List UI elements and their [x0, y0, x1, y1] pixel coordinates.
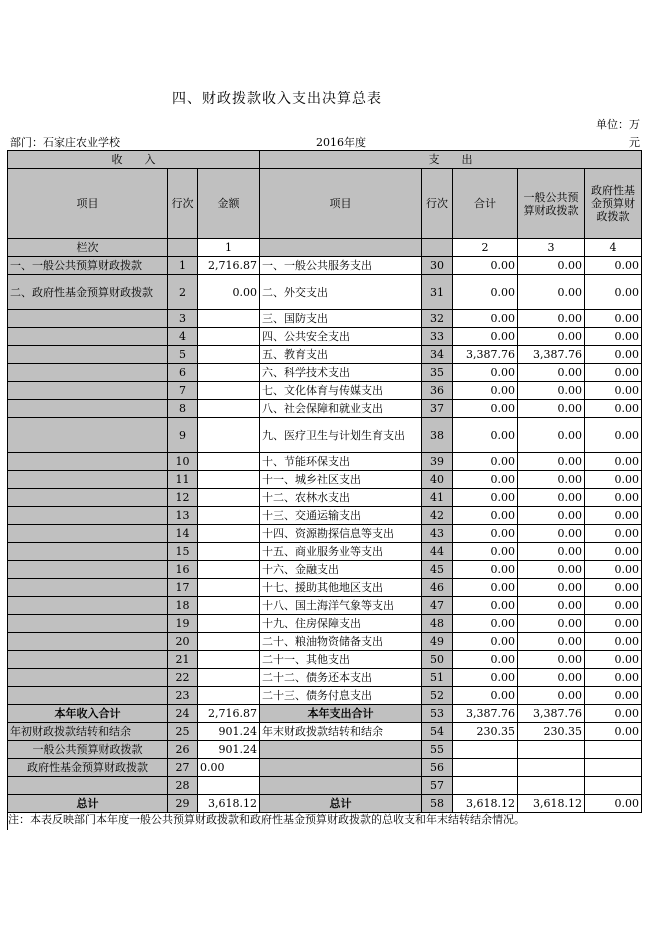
table-row — [8, 489, 642, 507]
expense-row-no: 32 — [422, 310, 453, 328]
col-header-gov-fund: 政府性基金预算财政拨款 — [585, 169, 642, 239]
blank-row-no: 28 — [168, 777, 198, 795]
expense-item: 七、文化体育与传媒支出 — [260, 382, 422, 400]
expense-row-no: 46 — [422, 579, 453, 597]
grand-total-no: 29 — [168, 795, 198, 813]
begin-balance-no: 25 — [168, 723, 198, 741]
expense-group-header: 支 出 — [260, 151, 642, 169]
expense-item: 十四、资源勘探信息等支出 — [260, 525, 422, 543]
expense-gov-fund: 0.00 — [585, 453, 642, 471]
income-amount — [198, 346, 260, 364]
income-amount — [198, 400, 260, 418]
finance-table — [7, 150, 642, 813]
column-header-row — [8, 169, 642, 239]
grand-total-gov: 0.00 — [585, 795, 642, 813]
general-budget-exp-no: 55 — [422, 741, 453, 759]
expense-gov-fund: 0.00 — [585, 346, 642, 364]
expense-item: 三、国防支出 — [260, 310, 422, 328]
unit-suffix: 元 — [629, 136, 640, 149]
income-item — [8, 579, 168, 597]
expense-total: 0.00 — [453, 543, 518, 561]
table-row — [8, 382, 642, 400]
expense-gov-fund: 0.00 — [585, 364, 642, 382]
expense-general: 0.00 — [518, 310, 585, 328]
income-item — [8, 400, 168, 418]
expense-general: 0.00 — [518, 651, 585, 669]
expense-item: 二十一、其他支出 — [260, 651, 422, 669]
table-row — [8, 364, 642, 382]
income-amount — [198, 669, 260, 687]
expense-total: 0.00 — [453, 310, 518, 328]
expense-general: 0.00 — [518, 633, 585, 651]
gov-fund-no: 27 — [168, 759, 198, 777]
income-item — [8, 382, 168, 400]
expense-item: 十一、城乡社区支出 — [260, 471, 422, 489]
expense-gov-fund: 0.00 — [585, 400, 642, 418]
expense-total: 0.00 — [453, 382, 518, 400]
income-amount — [198, 561, 260, 579]
income-item — [8, 328, 168, 346]
begin-balance-label: 年初财政拨款结转和结余 — [8, 723, 168, 741]
end-balance-label: 年末财政拨款结转和结余 — [260, 723, 422, 741]
income-row-no: 22 — [168, 669, 198, 687]
expense-gov-fund: 0.00 — [585, 597, 642, 615]
expense-general: 0.00 — [518, 453, 585, 471]
col-header-general: 一般公共预算财政拨款 — [518, 169, 585, 239]
table-row — [8, 418, 642, 453]
income-item — [8, 651, 168, 669]
income-total-no: 24 — [168, 705, 198, 723]
income-amount — [198, 597, 260, 615]
end-balance-gov: 0.00 — [585, 723, 642, 741]
income-amount — [198, 543, 260, 561]
income-group-header: 收 入 — [8, 151, 260, 169]
expense-total-label: 本年支出合计 — [260, 705, 422, 723]
expense-gov-fund: 0.00 — [585, 561, 642, 579]
expense-general: 0.00 — [518, 382, 585, 400]
income-row-no: 19 — [168, 615, 198, 633]
col-index-3: 3 — [518, 239, 585, 257]
income-amount: 0.00 — [198, 275, 260, 310]
income-row-no: 14 — [168, 525, 198, 543]
expense-item: 十三、交通运输支出 — [260, 507, 422, 525]
expense-gov-fund: 0.00 — [585, 687, 642, 705]
expense-total: 0.00 — [453, 579, 518, 597]
expense-gov-fund: 0.00 — [585, 615, 642, 633]
expense-total: 0.00 — [453, 561, 518, 579]
table-row — [8, 579, 642, 597]
table-row — [8, 561, 642, 579]
table-row — [8, 597, 642, 615]
grand-total-amount: 3,618.12 — [198, 795, 260, 813]
expense-total: 0.00 — [453, 507, 518, 525]
expense-total: 0.00 — [453, 400, 518, 418]
expense-total: 0.00 — [453, 328, 518, 346]
expense-gov-fund: 0.00 — [585, 275, 642, 310]
income-row-no: 17 — [168, 579, 198, 597]
expense-total: 0.00 — [453, 651, 518, 669]
expense-total: 0.00 — [453, 257, 518, 275]
expense-row-no: 51 — [422, 669, 453, 687]
expense-gov-fund: 0.00 — [585, 418, 642, 453]
table-row — [8, 400, 642, 418]
expense-row-no: 48 — [422, 615, 453, 633]
general-budget-no: 26 — [168, 741, 198, 759]
income-amount — [198, 471, 260, 489]
summary-row — [8, 741, 642, 759]
expense-gov-fund: 0.00 — [585, 633, 642, 651]
col-index-row — [8, 239, 642, 257]
income-row-no: 7 — [168, 382, 198, 400]
expense-total: 0.00 — [453, 471, 518, 489]
expense-item: 八、社会保障和就业支出 — [260, 400, 422, 418]
expense-total: 0.00 — [453, 275, 518, 310]
income-total-label: 本年收入合计 — [8, 705, 168, 723]
grand-total-exp-label: 总计 — [260, 795, 422, 813]
expense-row-no: 42 — [422, 507, 453, 525]
expense-total: 0.00 — [453, 489, 518, 507]
expense-item: 十九、住房保障支出 — [260, 615, 422, 633]
grand-total-general: 3,618.12 — [518, 795, 585, 813]
expense-row-no: 35 — [422, 364, 453, 382]
income-item — [8, 687, 168, 705]
income-amount — [198, 687, 260, 705]
table-row — [8, 525, 642, 543]
income-row-no: 1 — [168, 257, 198, 275]
expense-general: 0.00 — [518, 418, 585, 453]
expense-gov-fund: 0.00 — [585, 543, 642, 561]
expense-general: 0.00 — [518, 543, 585, 561]
income-item — [8, 489, 168, 507]
expense-total: 0.00 — [453, 615, 518, 633]
income-amount — [198, 525, 260, 543]
income-item — [8, 615, 168, 633]
income-item — [8, 669, 168, 687]
summary-row — [8, 795, 642, 813]
income-row-no: 6 — [168, 364, 198, 382]
expense-gov-fund: 0.00 — [585, 651, 642, 669]
table-row — [8, 615, 642, 633]
expense-general: 3,387.76 — [518, 346, 585, 364]
expense-general: 0.00 — [518, 687, 585, 705]
expense-gov-fund: 0.00 — [585, 471, 642, 489]
expense-gov-sum: 0.00 — [585, 705, 642, 723]
gov-fund-label: 政府性基金预算财政拨款 — [8, 759, 168, 777]
summary-row — [8, 705, 642, 723]
footnote: 注：本表反映部门本年度一般公共预算财政拨款和政府性基金预算财政拨款的总收支和年末结转结余情况。 — [8, 813, 525, 826]
table-row — [8, 543, 642, 561]
income-amount — [198, 633, 260, 651]
expense-item: 二十、粮油物资储备支出 — [260, 633, 422, 651]
col-header-exp-row-no: 行次 — [422, 169, 453, 239]
income-row-no: 2 — [168, 275, 198, 310]
income-amount — [198, 489, 260, 507]
income-amount — [198, 382, 260, 400]
expense-item: 四、公共安全支出 — [260, 328, 422, 346]
income-row-no: 23 — [168, 687, 198, 705]
income-amount — [198, 615, 260, 633]
expense-item: 十、节能环保支出 — [260, 453, 422, 471]
expense-general: 0.00 — [518, 489, 585, 507]
expense-general: 0.00 — [518, 257, 585, 275]
income-amount — [198, 579, 260, 597]
income-row-no: 8 — [168, 400, 198, 418]
expense-item: 二十三、债务付息支出 — [260, 687, 422, 705]
table-row — [8, 651, 642, 669]
expense-gov-fund: 0.00 — [585, 507, 642, 525]
expense-row-no: 49 — [422, 633, 453, 651]
expense-gov-fund: 0.00 — [585, 489, 642, 507]
expense-row-no: 39 — [422, 453, 453, 471]
expense-total: 0.00 — [453, 597, 518, 615]
expense-general: 0.00 — [518, 579, 585, 597]
table-row — [8, 328, 642, 346]
col-index-label: 栏次 — [8, 239, 168, 257]
expense-row-no: 43 — [422, 525, 453, 543]
expense-gov-fund: 0.00 — [585, 669, 642, 687]
expense-total: 0.00 — [453, 453, 518, 471]
expense-row-no: 41 — [422, 489, 453, 507]
unit-label: 单位：万 — [596, 118, 640, 131]
col-header-amount: 金额 — [198, 169, 260, 239]
end-balance-total: 230.35 — [453, 723, 518, 741]
summary-row — [8, 759, 642, 777]
table-row — [8, 507, 642, 525]
expense-general: 0.00 — [518, 471, 585, 489]
expense-row-no: 50 — [422, 651, 453, 669]
income-item — [8, 633, 168, 651]
expense-item: 二、外交支出 — [260, 275, 422, 310]
income-row-no: 13 — [168, 507, 198, 525]
col-index-4: 4 — [585, 239, 642, 257]
table-row — [8, 310, 642, 328]
end-balance-general: 230.35 — [518, 723, 585, 741]
table-row — [8, 346, 642, 364]
general-budget-amount: 901.24 — [198, 741, 260, 759]
grand-total-exp-no: 58 — [422, 795, 453, 813]
expense-total: 0.00 — [453, 418, 518, 453]
expense-general: 0.00 — [518, 275, 585, 310]
income-item — [8, 471, 168, 489]
expense-gov-fund: 0.00 — [585, 310, 642, 328]
col-header-exp-item: 项目 — [260, 169, 422, 239]
expense-row-no: 44 — [422, 543, 453, 561]
col-header-item: 项目 — [8, 169, 168, 239]
expense-row-no: 31 — [422, 275, 453, 310]
income-row-no: 18 — [168, 597, 198, 615]
department-label: 部门：石家庄农业学校 — [10, 136, 120, 149]
expense-general: 0.00 — [518, 400, 585, 418]
income-amount — [198, 364, 260, 382]
income-row-no: 20 — [168, 633, 198, 651]
expense-gov-fund: 0.00 — [585, 328, 642, 346]
table-row — [8, 687, 642, 705]
expense-row-no: 52 — [422, 687, 453, 705]
income-row-no: 4 — [168, 328, 198, 346]
income-row-no: 3 — [168, 310, 198, 328]
income-total-amount: 2,716.87 — [198, 705, 260, 723]
expense-row-no: 37 — [422, 400, 453, 418]
expense-gov-fund: 0.00 — [585, 525, 642, 543]
table-row — [8, 669, 642, 687]
expense-general: 0.00 — [518, 615, 585, 633]
income-item — [8, 310, 168, 328]
end-balance-no: 54 — [422, 723, 453, 741]
col-index-1: 1 — [198, 239, 260, 257]
table-row — [8, 633, 642, 651]
expense-item: 十五、商业服务业等支出 — [260, 543, 422, 561]
expense-row-no: 47 — [422, 597, 453, 615]
col-index-2: 2 — [453, 239, 518, 257]
expense-item: 六、科学技术支出 — [260, 364, 422, 382]
summary-row — [8, 777, 642, 795]
col-header-total: 合计 — [453, 169, 518, 239]
expense-gov-fund: 0.00 — [585, 579, 642, 597]
income-item — [8, 597, 168, 615]
col-header-row-no: 行次 — [168, 169, 198, 239]
blank-row-exp-no: 57 — [422, 777, 453, 795]
expense-row-no: 34 — [422, 346, 453, 364]
expense-item: 十六、金融支出 — [260, 561, 422, 579]
expense-item: 五、教育支出 — [260, 346, 422, 364]
expense-gov-fund: 0.00 — [585, 257, 642, 275]
expense-total-sum: 3,387.76 — [453, 705, 518, 723]
expense-row-no: 30 — [422, 257, 453, 275]
expense-item: 十七、援助其他地区支出 — [260, 579, 422, 597]
income-item — [8, 525, 168, 543]
expense-total: 0.00 — [453, 669, 518, 687]
expense-gov-fund: 0.00 — [585, 382, 642, 400]
income-item — [8, 561, 168, 579]
grand-total-label: 总计 — [8, 795, 168, 813]
income-amount — [198, 507, 260, 525]
gov-fund-amount: 0.00 — [198, 759, 260, 777]
income-item — [8, 346, 168, 364]
table-row — [8, 453, 642, 471]
expense-total: 0.00 — [453, 364, 518, 382]
expense-row-no: 36 — [422, 382, 453, 400]
expense-item: 十八、国土海洋气象等支出 — [260, 597, 422, 615]
income-row-no: 5 — [168, 346, 198, 364]
expense-total: 0.00 — [453, 687, 518, 705]
expense-total: 0.00 — [453, 633, 518, 651]
expense-item: 十二、农林水支出 — [260, 489, 422, 507]
expense-general: 0.00 — [518, 525, 585, 543]
expense-general: 0.00 — [518, 507, 585, 525]
income-row-no: 10 — [168, 453, 198, 471]
expense-total: 0.00 — [453, 525, 518, 543]
income-row-no: 21 — [168, 651, 198, 669]
table-row — [8, 471, 642, 489]
expense-row-no: 33 — [422, 328, 453, 346]
income-amount — [198, 328, 260, 346]
income-amount — [198, 310, 260, 328]
income-row-no: 9 — [168, 418, 198, 453]
expense-row-no: 45 — [422, 561, 453, 579]
expense-general: 0.00 — [518, 669, 585, 687]
expense-item: 二十二、债务还本支出 — [260, 669, 422, 687]
expense-total-no: 53 — [422, 705, 453, 723]
income-amount — [198, 418, 260, 453]
income-item — [8, 364, 168, 382]
table-row — [8, 275, 642, 310]
income-row-no: 16 — [168, 561, 198, 579]
year-label: 2016年度 — [316, 136, 366, 149]
income-row-no: 15 — [168, 543, 198, 561]
expense-item: 一、一般公共服务支出 — [260, 257, 422, 275]
income-item — [8, 453, 168, 471]
income-amount — [198, 453, 260, 471]
summary-row — [8, 723, 642, 741]
gov-fund-exp-no: 56 — [422, 759, 453, 777]
grand-total-sum: 3,618.12 — [453, 795, 518, 813]
income-item: 二、政府性基金预算财政拨款 — [8, 275, 168, 310]
income-amount: 2,716.87 — [198, 257, 260, 275]
income-row-no: 12 — [168, 489, 198, 507]
income-amount — [198, 651, 260, 669]
expense-item: 九、医疗卫生与计划生育支出 — [260, 418, 422, 453]
begin-balance-amount: 901.24 — [198, 723, 260, 741]
expense-general: 0.00 — [518, 561, 585, 579]
income-item — [8, 543, 168, 561]
expense-row-no: 40 — [422, 471, 453, 489]
income-item — [8, 418, 168, 453]
expense-row-no: 38 — [422, 418, 453, 453]
general-budget-label: 一般公共预算财政拨款 — [8, 741, 168, 759]
income-item: 一、一般公共预算财政拨款 — [8, 257, 168, 275]
expense-general: 0.00 — [518, 597, 585, 615]
expense-general: 0.00 — [518, 328, 585, 346]
expense-general: 0.00 — [518, 364, 585, 382]
expense-total: 3,387.76 — [453, 346, 518, 364]
group-header-row — [8, 151, 642, 169]
income-row-no: 11 — [168, 471, 198, 489]
table-row — [8, 257, 642, 275]
income-item — [8, 507, 168, 525]
expense-general-sum: 3,387.76 — [518, 705, 585, 723]
